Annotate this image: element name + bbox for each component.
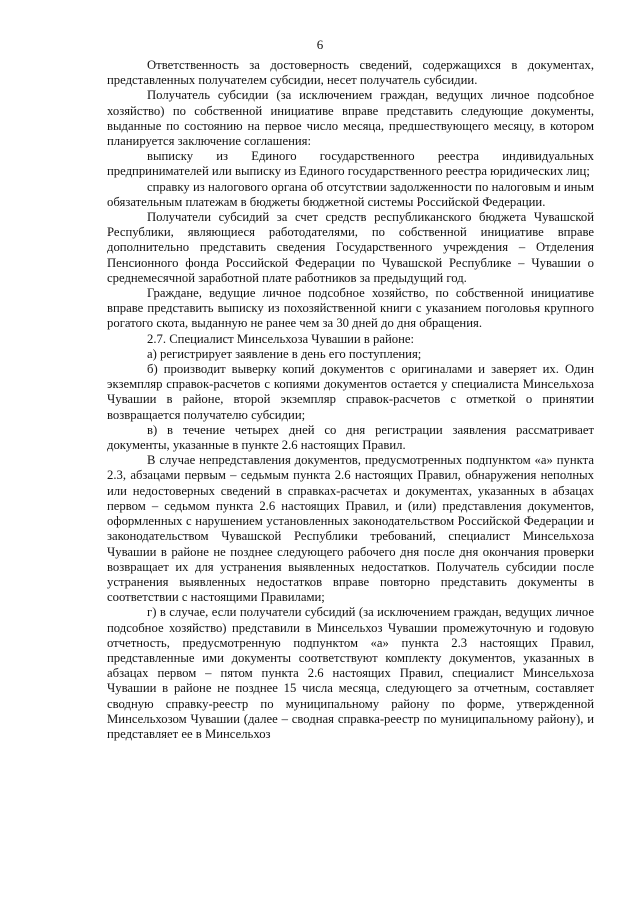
paragraph-tax-certificate: справку из налогового органа об отсутствии задолженности по налоговым и иным обязательным платежам в бюджеты бюджетной системы Российской Федерации. [107,179,594,209]
paragraph-item-b: б) производит выверку копий документов с оригиналами и заверяет их. Один экземпляр справок-расчетов с копиями документов остается у специалиста Минсельхоза Чувашии в районе, второй экземпляр справок-расчетов с отметкой о принятии возвращается получателю субсидии; [107,362,594,422]
paragraph-responsibility: Ответственность за достоверность сведений, содержащихся в документах, представленных получателем субсидии, несет получатель субсидии. [107,58,594,88]
document-body [107,58,594,742]
paragraph-item-a: а) регистрирует заявление в день его поступления; [147,346,422,361]
paragraph-item-v: в) в течение четырех дней со дня регистрации заявления рассматривает документы, указанные в пункте 2.6 настоящих Правил. [107,422,594,453]
paragraph-household-book: Граждане, ведущие личное подсобное хозяйство, по собственной инициативе вправе представить выписку из похозяйственной книги с указанием поголовья крупного рогатого скота, выданную не ранее чем за 30 дней до дня обращения. [107,286,594,331]
page-number: 6 [316,37,324,52]
paragraph-optional-documents: Получатель субсидии (за исключением граждан, ведущих личное подсобное хозяйство) по собственной инициативе вправе представить следующие документы, выданные по состоянию на первое число месяца, предшествующего месяцу, в котором планируется заключение соглашения: [107,88,594,149]
paragraph-employer-salary-info: Получатели субсидий за счет средств республиканского бюджета Чувашской Республики, являющиеся работодателями, по собственной инициативе вправе дополнительно представить сведения Государственного учреждения – Отделения Пенсионного фонда Российской Федерации по Чувашской Республике – Чувашии о среднемесячной заработной плате работников за предыдущий год. [107,210,594,285]
paragraph-item-g: г) в случае, если получатели субсидий (за исключением граждан, ведущих личное подсобное хозяйство) представили в Минсельхоз Чувашии промежуточную и годовую отчетность, предусмотренную подпунктом «а» пункта 2.3 настоящих Правил, представленные ими документы соответствуют комплекту документов, указанных в абзацах первом – пятом пункта 2.6 настоящих Правил, специалист Минсельхоза Чувашии в районе не позднее 15 числа месяца, следующего за отчетным, составляет сводную справку-реестр по муниципальному району по форме, утвержденной Минсельхозом Чувашии (далее – сводная справка-реестр по муниципальному району), и представляет ее в Минсельхоз [107,605,594,741]
paragraph-registry-extract: выписку из Единого государственного реестра индивидуальных предпринимателей или выписку из Единого государственного реестра юридических лиц; [107,149,594,179]
paragraph-section-2-7: 2.7. Специалист Минсельхоза Чувашии в районе: [147,331,415,346]
paragraph-non-submission: В случае непредставления документов, предусмотренных подпунктом «а» пункта 2.3, абзацами первым – седьмым пункта 2.6 настоящих Правил, обнаружения неполных или недостоверных сведений в справках-расчетах и документах, указанных в абзацах первом – седьмом пункта 2.6 настоящих Правил, и (или) представления документов, оформленных с нарушением установленных законодательством Российской Федерации и законодательством Чувашской Республики требований, специалист Минсельхоза Чувашии в районе не позднее следующего рабочего дня после дня окончания проверки возвращает их для устранения выявленных недостатков. Получатель субсидии после устранения выявленных недостатков вправе повторно представить документы в соответствии с настоящими Правилами; [107,453,594,605]
